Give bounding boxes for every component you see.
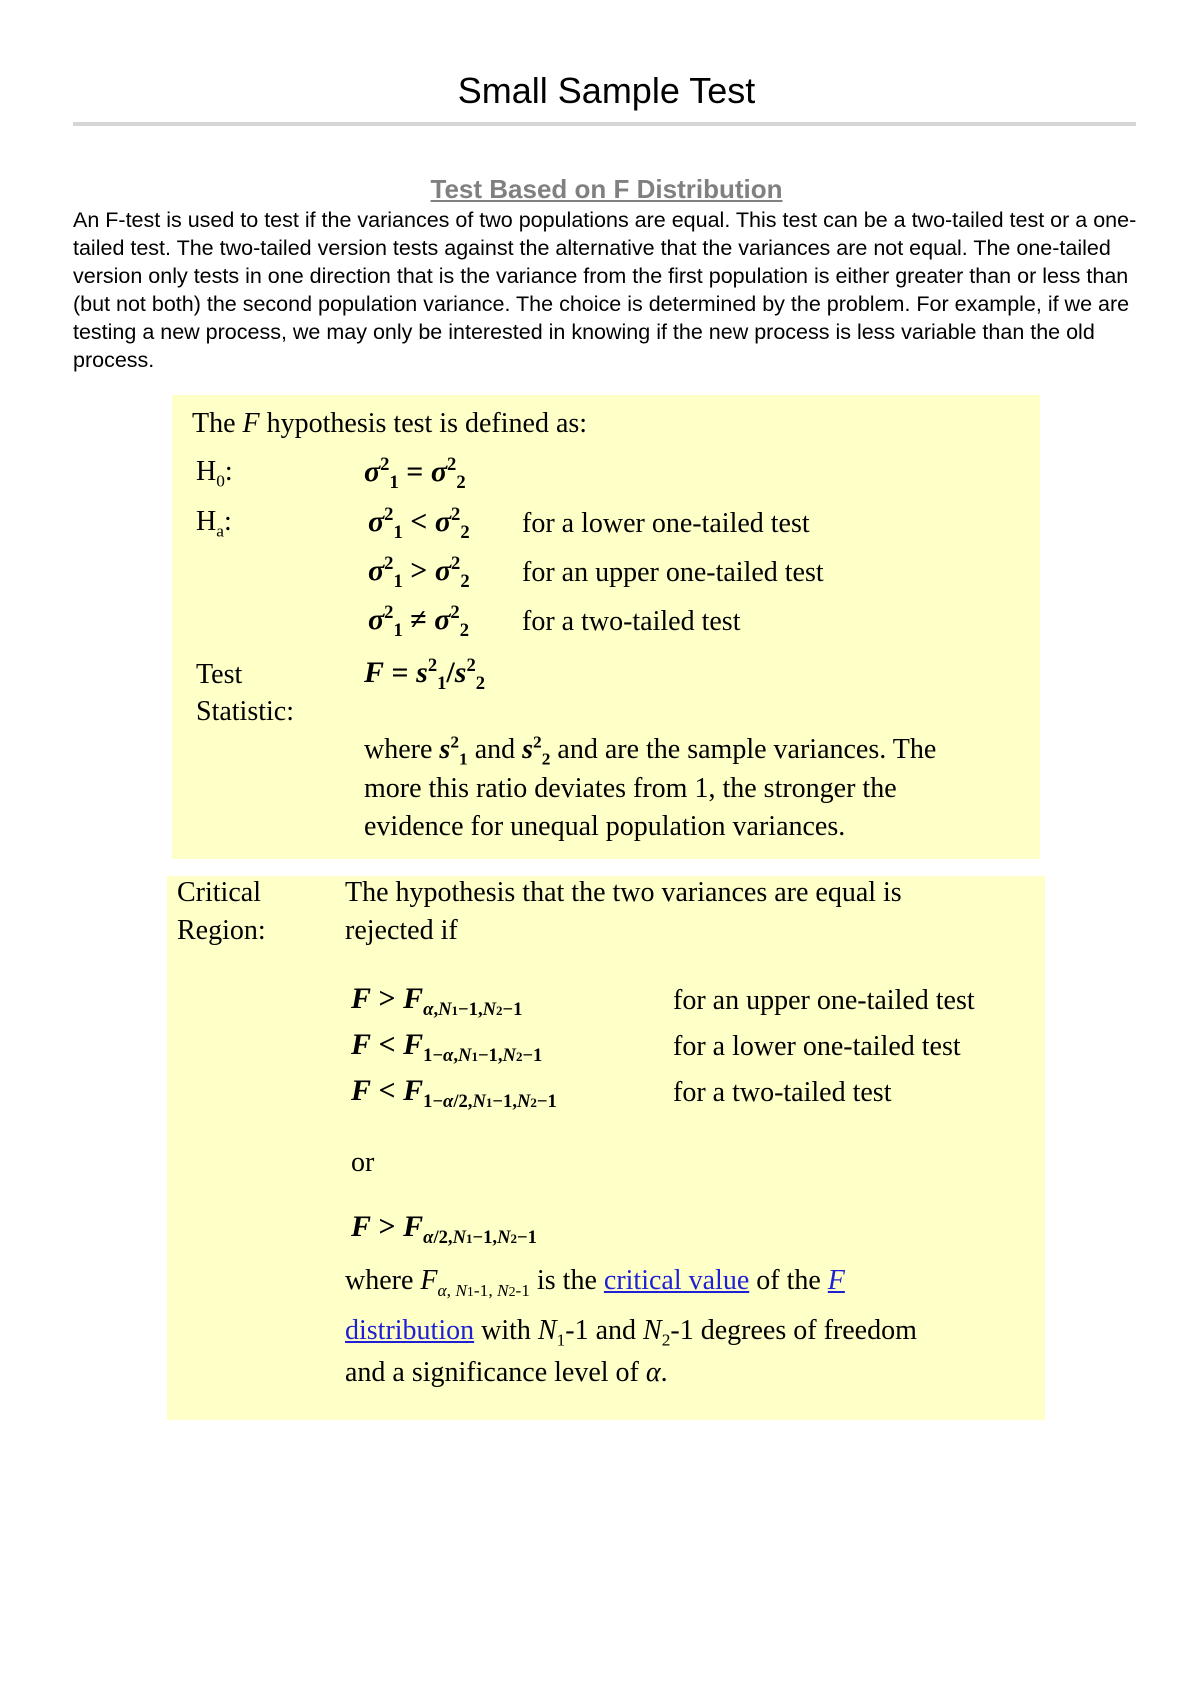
- hypothesis-heading: The F hypothesis test is defined as:: [192, 408, 588, 439]
- rule-formula-two: $F < F_{1-\alpha/2,N1-1,N2-1}$: [351, 1074, 557, 1112]
- alt-desc-lower: for a lower one-tailed test: [522, 508, 810, 539]
- rule-desc-lower: for a lower one-tailed test: [673, 1031, 961, 1062]
- last-formula: $F > F_{\alpha/2,N1-1,N2-1}$: [351, 1210, 537, 1248]
- distribution-link[interactable]: distribution: [345, 1315, 475, 1346]
- hypothesis-box: [172, 395, 1040, 859]
- critical-note-line-1: where $F_{\alpha, N1-1, N2-1}$ is the critical value of the F: [345, 1265, 845, 1300]
- statistic-formula: $F = s^2_1/s^2_2$: [364, 655, 486, 694]
- alt-desc-two: for a two-tailed test: [522, 606, 741, 637]
- statistic-note-line-1: where $s^2_1$ and $s^2_2$ and are the sample variances. The: [364, 732, 937, 769]
- test-label-1: Test: [196, 659, 243, 690]
- critical-region-box: [167, 876, 1045, 1420]
- intro-paragraph: An F-test is used to test if the variances of two populations are equal. This test can be a two-tailed test or a one-tailed test. The two-tailed version tests against the alternative that the variances are not equal. The one-tailed version only tests in one direction that is the variance from the first population is either greater than or less than (but not both) the second population variance. The choice is determined by the problem. For example, if we are testing a new process, we may only be interested in knowing if the new process is less variable than the old process.: [73, 208, 1137, 372]
- h0-label: $H_0$:: [196, 456, 233, 491]
- rule-formula-upper: $F > F_{\alpha,N1-1,N2-1}$: [351, 982, 523, 1020]
- critical-value-link[interactable]: critical value: [603, 1265, 750, 1296]
- critical-label-2: Region:: [177, 915, 266, 946]
- ha-label: $H_a$:: [196, 506, 232, 541]
- title-divider: [73, 122, 1136, 126]
- f-link[interactable]: F: [827, 1265, 845, 1296]
- rule-formula-lower: $F < F_{1-\alpha,N1-1,N2-1}$: [351, 1028, 543, 1066]
- statistic-note-line-2: more this ratio deviates from 1, the stronger the: [364, 773, 897, 804]
- rule-desc-upper: for an upper one-tailed test: [673, 985, 975, 1016]
- critical-intro-line-1: The hypothesis that the two variances are equal is: [345, 877, 902, 908]
- critical-label-1: Critical: [177, 877, 261, 908]
- h0-formula: $\sigma^2_1 = \sigma^2_2$: [364, 454, 466, 493]
- alt-formula-upper: $\sigma^2_1 > \sigma^2_2$: [368, 553, 470, 592]
- page-title: Small Sample Test: [457, 70, 756, 111]
- alt-formula-two: $\sigma^2_1 \ne \sigma^2_2$: [368, 602, 469, 641]
- critical-note-line-3: and a significance level of α.: [345, 1357, 668, 1388]
- alt-desc-upper: for an upper one-tailed test: [522, 557, 824, 588]
- alt-formula-lower: $\sigma^2_1 < \sigma^2_2$: [368, 504, 470, 543]
- or-text: or: [351, 1147, 375, 1178]
- test-label-2: Statistic:: [196, 696, 294, 727]
- section-heading: Test Based on F Distribution: [430, 174, 783, 204]
- statistic-note-line-3: evidence for unequal population variances.: [364, 811, 846, 842]
- rule-desc-two: for a two-tailed test: [673, 1077, 892, 1108]
- critical-intro-line-2: rejected if: [345, 915, 458, 946]
- critical-note-line-2: distribution with $N_1-1$ and $N_2-1$ degrees of freedom: [345, 1315, 917, 1350]
